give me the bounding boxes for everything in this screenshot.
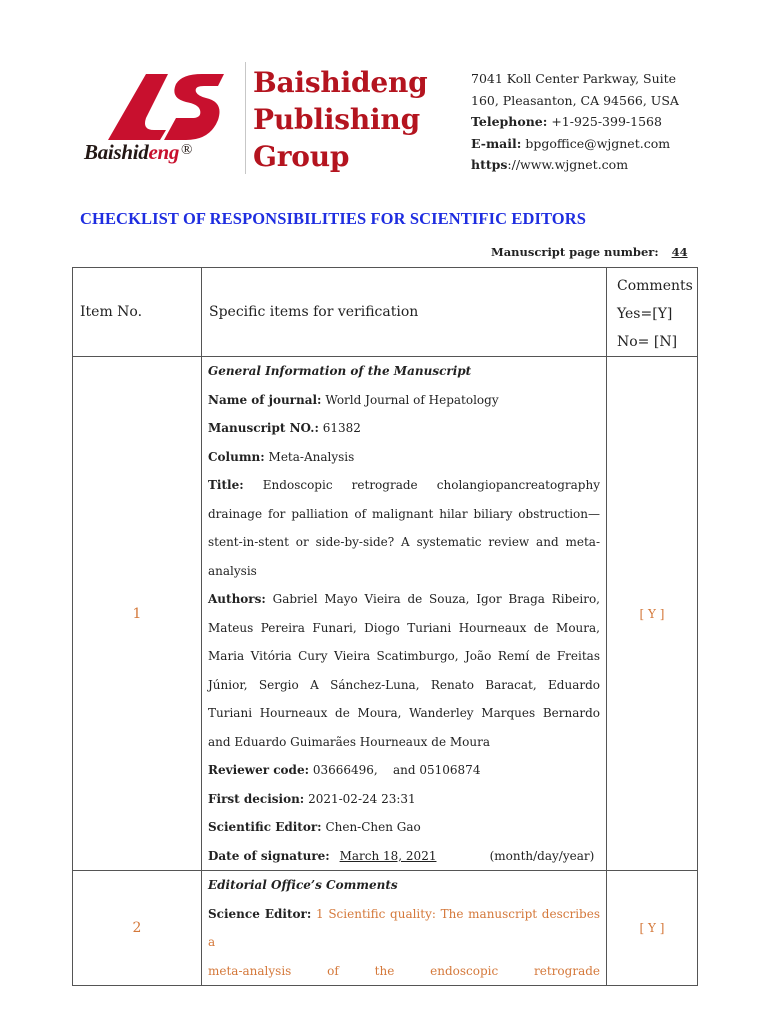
contact-block [471, 68, 679, 176]
address-line: 7041 Koll Center Parkway, Suite [471, 71, 677, 86]
email-link[interactable]: bpgoffice@wjgnet.com [525, 135, 671, 151]
authors: Authors: Gabriel Mayo Vieira de Souza, Igor Braga Ribeiro, Mateus Pereira Funari, Diogo Turiani Hourneaux de Moura, Maria Vitória Cury Vieira Scatimburgo, João Remí de Freitas Júnior, Sergio A Sánchez-Luna, Renato Baracat, Eduardo Turiani Hourneaux de Moura, Wanderley Marques Bernardo and Eduardo Guimarães Hourneaux de Moura [208, 592, 600, 749]
table-header-row [73, 268, 698, 357]
journal-name: Name of journal: World Journal of Hepatology [208, 392, 499, 407]
checklist-table [72, 267, 698, 986]
row-comment: [ Y ] [607, 871, 698, 986]
header-item-no: Item No. [80, 304, 143, 320]
row-comment: [ Y ] [607, 357, 698, 871]
document-title: CHECKLIST OF RESPONSIBILITIES FOR SCIENTIFIC EDITORS [80, 209, 587, 228]
publisher-logo [84, 66, 244, 176]
section-heading: Editorial Office’s Comments [208, 878, 398, 892]
row-item-no: 2 [73, 871, 202, 986]
row-item-no: 1 [73, 357, 202, 871]
scientific-editor: Scientific Editor: Chen-Chen Gao [208, 820, 421, 834]
email: E-mail: bpgoffice@wjgnet.com [471, 135, 671, 151]
row-content [202, 357, 606, 870]
science-editor: Science Editor: 1 Scientific quality: The manuscript describes a [208, 906, 600, 949]
first-decision: First decision: 2021-02-24 23:31 [208, 791, 416, 806]
header-specific-items: Specific items for verification [209, 304, 419, 320]
row-content [202, 871, 606, 985]
logo-wordmark: Baishideng ® [84, 140, 193, 164]
section-heading: General Information of the Manuscript [208, 364, 472, 378]
table-row [73, 871, 698, 986]
baishideng-logo-mark-icon [106, 70, 226, 142]
website: https://www.wjgnet.com [471, 157, 629, 172]
manuscript-title: Title: Endoscopic retrograde cholangiopancreatography drainage for palliation of malignant hilar biliary obstruction—stent-in-stent or side-by-side? A systematic review and meta-analysis [208, 478, 600, 578]
header-divider [245, 62, 246, 174]
manuscript-no: Manuscript NO.: 61382 [208, 421, 361, 435]
address-line: 160, Pleasanton, CA 94566, USA [471, 92, 679, 108]
table-row [73, 357, 698, 871]
science-editor-continuation: meta-analysis of the endoscopic retrograde [208, 963, 600, 978]
column: Column: Meta-Analysis [208, 449, 355, 464]
manuscript-page-number: Manuscript page number: 44 [491, 245, 688, 259]
website-link[interactable]: ://www.wjgnet.com [507, 157, 629, 172]
publisher-name: Baishideng Publishing Group [253, 66, 428, 173]
header-comments: Comments Yes=[Y] No= [N] [617, 278, 693, 350]
reviewer-code: Reviewer code: 03666496, and 05106874 [208, 763, 481, 777]
telephone: Telephone: +1-925-399-1568 [471, 114, 662, 129]
date-of-signature: Date of signature: March 18, 2021 (month/day/year) [208, 848, 595, 863]
